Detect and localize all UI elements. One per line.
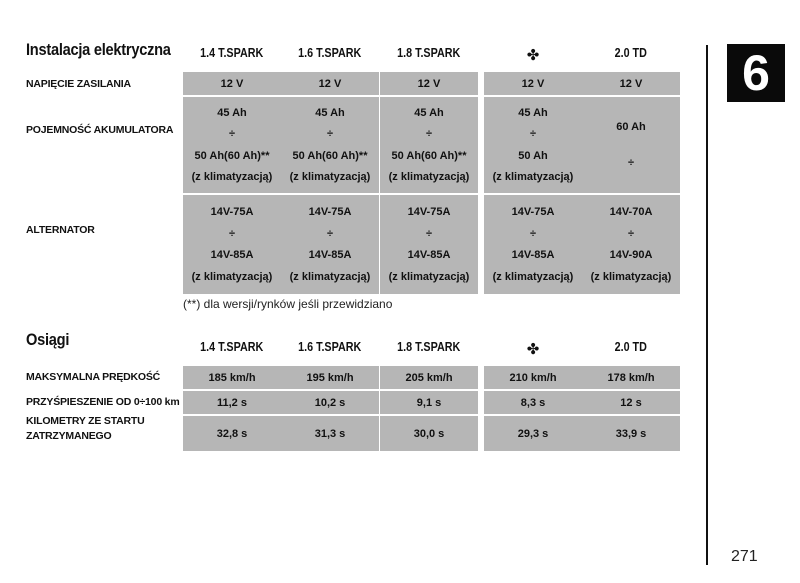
column-header: 1.8 T.SPARK: [397, 46, 461, 60]
cell-value: 50 Ah(60 Ah)**: [194, 149, 270, 162]
cell-value: (z klimatyzacją): [289, 170, 371, 183]
table-cell: [484, 195, 582, 294]
cell-value: 45 Ah: [414, 107, 444, 120]
cell-value: 14V-75A: [511, 205, 555, 218]
column-header: 1.6 T.SPARK: [298, 46, 362, 60]
table-cell: [582, 416, 680, 451]
table-cell: [484, 416, 582, 451]
cell-value: ÷: [228, 227, 236, 240]
footnote: (**) dla wersji/rynków jeśli przewidziano: [183, 297, 393, 311]
margin-divider: [706, 45, 708, 565]
row-label: [26, 123, 173, 138]
cell-value: 10,2 s: [314, 396, 346, 409]
cell-value: 14V-75A: [210, 205, 254, 218]
chapter-badge: 6: [727, 44, 785, 102]
table-cell: [281, 391, 379, 414]
cell-value: 14V-85A: [308, 249, 352, 262]
cell-value: 14V-85A: [511, 249, 555, 262]
cell-value: ÷: [529, 128, 537, 141]
column-header: 2.0 TD: [614, 46, 648, 60]
table-cell: [183, 97, 281, 193]
quadrifoglio-clover-icon: ✤: [526, 341, 540, 358]
cell-value: 12 V: [619, 77, 643, 90]
cell-value: 14V-85A: [210, 249, 254, 262]
cell-value: 31,3 s: [314, 427, 346, 440]
cell-value: ÷: [425, 128, 433, 141]
table-cell: [281, 97, 379, 193]
row-label-line: POJEMNOŚĆ AKUMULATORA: [26, 124, 174, 136]
table-cell: [183, 391, 281, 414]
row-label: [26, 370, 160, 385]
cell-value: 50 Ah(60 Ah)**: [391, 149, 467, 162]
quadrifoglio-clover-icon: ✤: [526, 47, 540, 64]
cell-value: ÷: [326, 227, 334, 240]
cell-value: 45 Ah: [518, 107, 548, 120]
cell-value: ÷: [529, 227, 537, 240]
cell-value: 185 km/h: [208, 371, 256, 384]
cell-value: 12 V: [521, 77, 545, 90]
cell-value: 210 km/h: [509, 371, 557, 384]
table-cell: [183, 72, 281, 95]
table-cell: [380, 391, 478, 414]
table-cell: [582, 391, 680, 414]
row-label-line: ZATRZYMANEGO: [26, 430, 112, 442]
cell-value: (z klimatyzacją): [191, 271, 273, 284]
table-cell: [484, 366, 582, 389]
performance-section-title: Osiągi: [26, 330, 70, 349]
cell-value: 14V-75A: [308, 205, 352, 218]
cell-value: 14V-90A: [609, 249, 653, 262]
cell-value: 14V-70A: [609, 205, 653, 218]
page-number: 271: [731, 548, 758, 565]
table-cell: [582, 366, 680, 389]
row-label: [26, 414, 145, 444]
row-label-line: PRZYŚPIESZENIE OD 0÷100 km: [26, 396, 180, 408]
column-header: 1.8 T.SPARK: [397, 340, 461, 354]
row-label: [26, 223, 95, 238]
cell-value: (z klimatyzacją): [388, 170, 470, 183]
column-header: 1.6 T.SPARK: [298, 340, 362, 354]
cell-value: 178 km/h: [607, 371, 655, 384]
cell-value: (z klimatyzacją): [289, 271, 371, 284]
cell-value: ÷: [627, 156, 635, 169]
cell-value: (z klimatyzacją): [191, 170, 273, 183]
cell-value: ÷: [425, 227, 433, 240]
table-cell: [281, 195, 379, 294]
cell-value: 50 Ah: [518, 149, 548, 162]
row-label: [26, 395, 179, 410]
cell-value: (z klimatyzacją): [492, 271, 574, 284]
cell-value: 60 Ah: [616, 121, 646, 134]
cell-value: 11,2 s: [217, 396, 247, 409]
table-cell: [183, 366, 281, 389]
row-label-line: NAPIĘCIE ZASILANIA: [26, 78, 131, 90]
cell-value: 195 km/h: [306, 371, 354, 384]
table-cell: [380, 416, 478, 451]
cell-value: (z klimatyzacją): [590, 271, 672, 284]
cell-value: 205 km/h: [405, 371, 453, 384]
column-header: 1.4 T.SPARK: [200, 46, 264, 60]
table-cell: [281, 366, 379, 389]
cell-value: ÷: [627, 227, 635, 240]
table-cell: [380, 97, 478, 193]
cell-value: 12 V: [417, 77, 441, 90]
cell-value: 8,3 s: [520, 396, 546, 409]
column-header: 1.4 T.SPARK: [200, 340, 264, 354]
cell-value: 12 V: [220, 77, 244, 90]
cell-value: ÷: [326, 128, 334, 141]
cell-value: (z klimatyzacją): [388, 271, 470, 284]
table-cell: [183, 195, 281, 294]
cell-value: ÷: [228, 128, 236, 141]
table-cell: [582, 72, 680, 95]
table-cell: [484, 72, 582, 95]
cell-value: 50 Ah(60 Ah)**: [292, 149, 368, 162]
table-cell: [281, 416, 379, 451]
table-cell: [281, 72, 379, 95]
cell-value: 45 Ah: [217, 107, 247, 120]
cell-value: 12 s: [620, 396, 642, 409]
table-cell: [484, 97, 582, 193]
cell-value: 12 V: [318, 77, 342, 90]
row-label-line: MAKSYMALNA PRĘDKOŚĆ: [26, 371, 161, 383]
table-cell: [582, 97, 680, 193]
column-header: 2.0 TD: [614, 340, 648, 354]
table-cell: [484, 391, 582, 414]
electrical-section-title: Instalacja elektryczna: [26, 40, 171, 59]
table-cell: [183, 416, 281, 451]
table-cell: [380, 72, 478, 95]
table-cell: [380, 195, 478, 294]
cell-value: 29,3 s: [517, 427, 549, 440]
cell-value: (z klimatyzacją): [492, 170, 574, 183]
cell-value: 32,8 s: [216, 427, 248, 440]
cell-value: 45 Ah: [315, 107, 345, 120]
cell-value: 14V-85A: [407, 249, 451, 262]
cell-value: 9,1 s: [416, 396, 442, 409]
row-label: [26, 77, 131, 92]
row-label-line: ALTERNATOR: [26, 224, 95, 236]
cell-value: 14V-75A: [407, 205, 451, 218]
row-label-line: KILOMETRY ZE STARTU: [26, 415, 145, 427]
table-cell: [380, 366, 478, 389]
cell-value: 33,9 s: [615, 427, 647, 440]
table-cell: [582, 195, 680, 294]
cell-value: 30,0 s: [413, 427, 445, 440]
